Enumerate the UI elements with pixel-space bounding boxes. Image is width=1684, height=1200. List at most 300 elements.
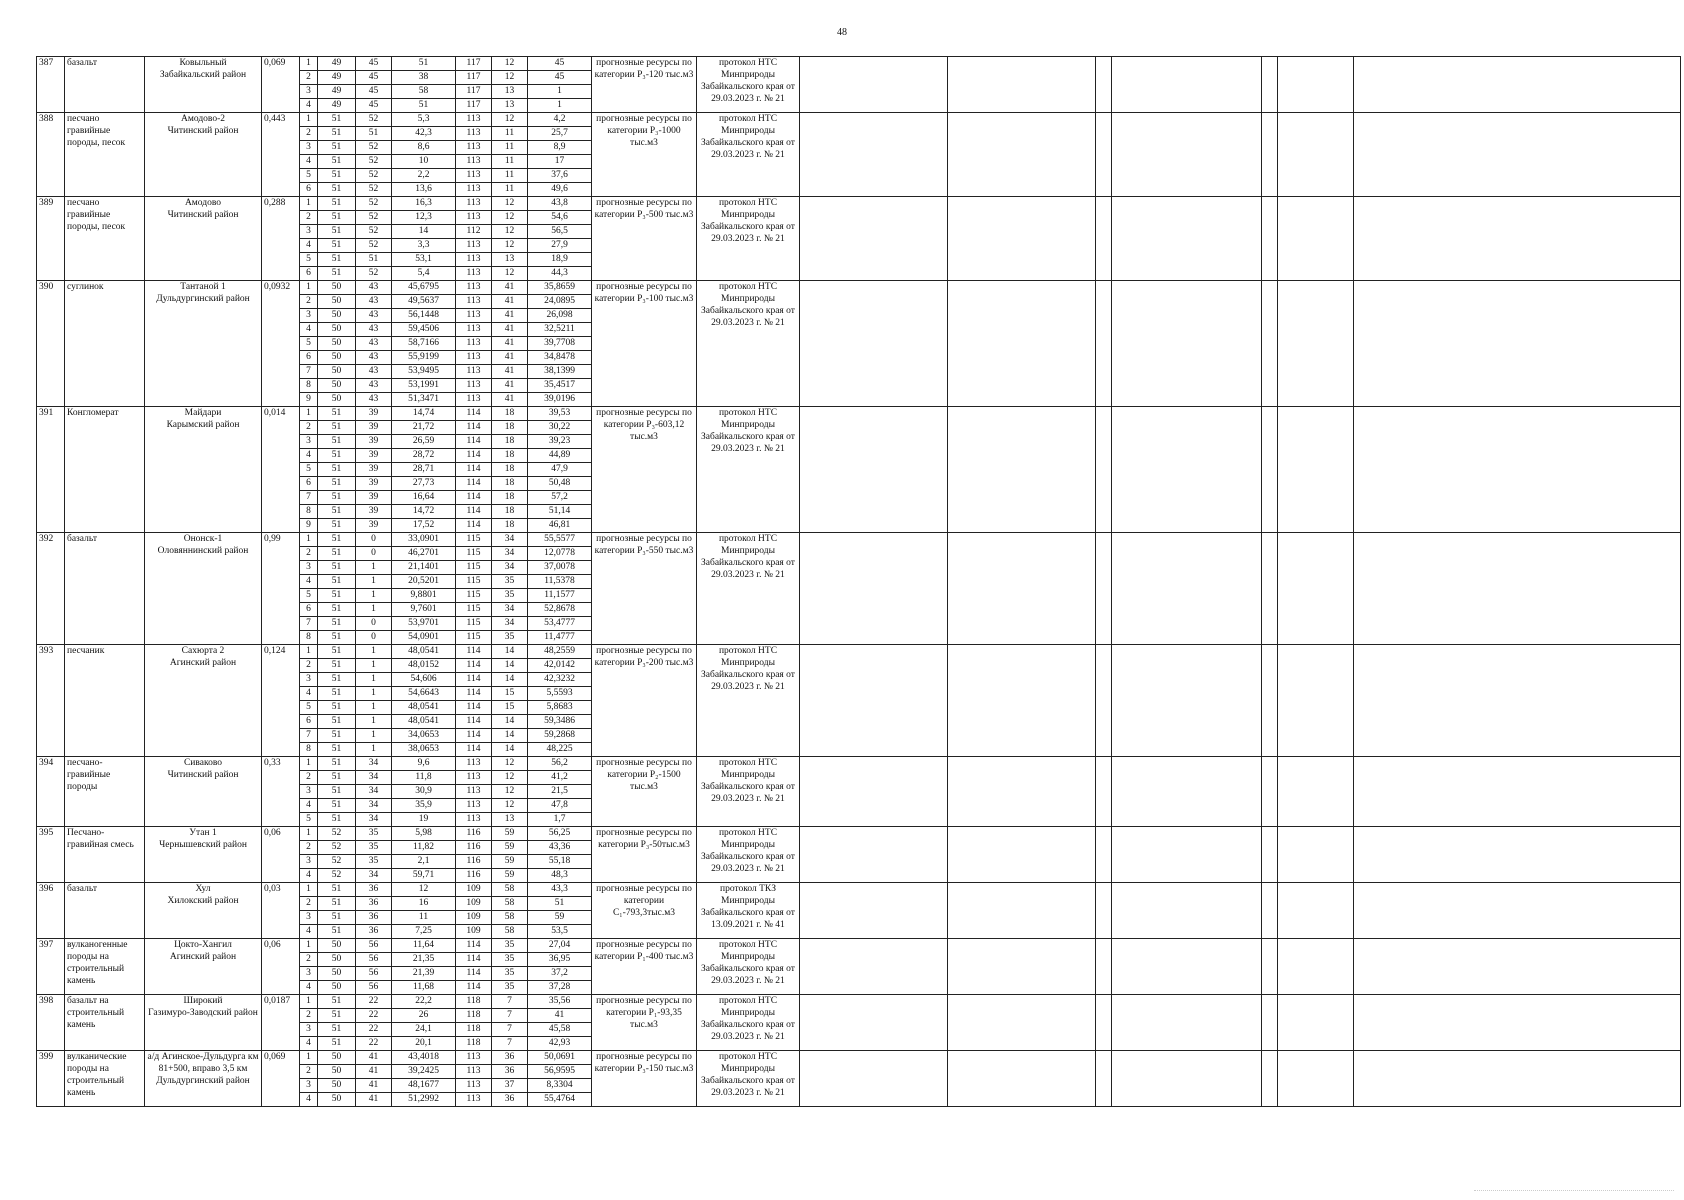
lon-min: 13 <box>492 813 528 827</box>
lat-sec: 14 <box>392 225 456 239</box>
lon-deg: 113 <box>456 813 492 827</box>
lat-sec: 58 <box>392 85 456 99</box>
lon-sec: 4,2 <box>528 113 592 127</box>
lat-min: 1 <box>356 743 392 757</box>
lon-deg: 113 <box>456 309 492 323</box>
lon-deg: 109 <box>456 883 492 897</box>
lon-sec: 37,28 <box>528 981 592 995</box>
lat-deg: 51 <box>318 463 356 477</box>
lon-sec: 37,6 <box>528 169 592 183</box>
lat-min: 56 <box>356 953 392 967</box>
area-value: 0,124 <box>262 645 300 757</box>
lon-deg: 113 <box>456 323 492 337</box>
lon-deg: 113 <box>456 1051 492 1065</box>
empty-cell <box>1096 645 1112 757</box>
record-number: 394 <box>37 757 65 827</box>
lon-sec: 42,0142 <box>528 659 592 673</box>
lon-min: 41 <box>492 337 528 351</box>
point-number: 3 <box>300 785 318 799</box>
lon-min: 35 <box>492 953 528 967</box>
record-number: 395 <box>37 827 65 883</box>
resources-cell: прогнозные ресурсы по категории P₁-400 тыс.м3 <box>592 939 697 995</box>
lon-min: 35 <box>492 967 528 981</box>
empty-cell <box>1262 939 1278 995</box>
lon-deg: 113 <box>456 239 492 253</box>
protocol-cell: протокол НТС Минприроды Забайкальского края от 29.03.2023 г. № 21 <box>697 827 800 883</box>
point-number: 7 <box>300 365 318 379</box>
lon-min: 13 <box>492 85 528 99</box>
protocol-cell: протокол НТС Минприроды Забайкальского края от 29.03.2023 г. № 21 <box>697 197 800 281</box>
record-number: 390 <box>37 281 65 407</box>
lat-sec: 54,606 <box>392 673 456 687</box>
lat-deg: 51 <box>318 785 356 799</box>
lat-sec: 16 <box>392 897 456 911</box>
district-name: Оловяннинский район <box>157 546 249 556</box>
point-number: 1 <box>300 827 318 841</box>
lat-min: 56 <box>356 939 392 953</box>
resources-cell: прогнозные ресурсы по категории P₃-150 тыс.м3 <box>592 1051 697 1107</box>
lon-deg: 114 <box>456 939 492 953</box>
lat-sec: 30,9 <box>392 785 456 799</box>
site-name: Ковыльный <box>179 58 227 68</box>
lon-min: 58 <box>492 925 528 939</box>
district-name: Дульдургинский район <box>156 1076 250 1086</box>
lon-sec: 18,9 <box>528 253 592 267</box>
site-name: Хул <box>195 884 211 894</box>
empty-cell <box>1096 995 1112 1051</box>
table-row <box>37 281 1681 295</box>
lat-sec: 53,9495 <box>392 365 456 379</box>
empty-cell <box>948 939 1096 995</box>
point-number: 1 <box>300 883 318 897</box>
area-value: 0,06 <box>262 939 300 995</box>
empty-cell <box>800 827 948 883</box>
lat-min: 41 <box>356 1093 392 1107</box>
lon-deg: 113 <box>456 197 492 211</box>
record-number: 398 <box>37 995 65 1051</box>
point-number: 2 <box>300 1009 318 1023</box>
lon-sec: 48,3 <box>528 869 592 883</box>
lat-min: 52 <box>356 239 392 253</box>
resources-cell: прогнозные ресурсы по категории P₃-200 тыс.м3 <box>592 645 697 757</box>
lon-deg: 116 <box>456 841 492 855</box>
lon-sec: 43,36 <box>528 841 592 855</box>
lat-min: 51 <box>356 127 392 141</box>
protocol-cell: протокол НТС Минприроды Забайкальского края от 29.03.2023 г. № 21 <box>697 57 800 113</box>
lon-deg: 115 <box>456 603 492 617</box>
lat-sec: 34,0653 <box>392 729 456 743</box>
lat-sec: 26 <box>392 1009 456 1023</box>
empty-cell <box>948 757 1096 827</box>
lat-min: 1 <box>356 561 392 575</box>
lat-sec: 16,64 <box>392 491 456 505</box>
table-row <box>37 645 1681 659</box>
site-cell <box>145 827 262 883</box>
lon-min: 18 <box>492 435 528 449</box>
lon-sec: 39,0196 <box>528 393 592 407</box>
lon-deg: 115 <box>456 617 492 631</box>
lon-min: 18 <box>492 519 528 533</box>
lon-sec: 8,3304 <box>528 1079 592 1093</box>
empty-cell <box>1278 113 1354 197</box>
site-cell <box>145 533 262 645</box>
lat-sec: 39,2425 <box>392 1065 456 1079</box>
lon-sec: 56,9595 <box>528 1065 592 1079</box>
lat-sec: 7,25 <box>392 925 456 939</box>
lat-sec: 21,35 <box>392 953 456 967</box>
lon-min: 14 <box>492 659 528 673</box>
point-number: 2 <box>300 771 318 785</box>
table-row <box>37 995 1681 1009</box>
point-number: 2 <box>300 953 318 967</box>
protocol-cell: протокол НТС Минприроды Забайкальского края от 29.03.2023 г. № 21 <box>697 939 800 995</box>
lat-sec: 33,0901 <box>392 533 456 547</box>
table-row <box>37 407 1681 421</box>
point-number: 4 <box>300 449 318 463</box>
lat-sec: 49,5637 <box>392 295 456 309</box>
lon-min: 15 <box>492 701 528 715</box>
site-cell <box>145 939 262 995</box>
point-number: 2 <box>300 71 318 85</box>
lat-deg: 51 <box>318 449 356 463</box>
lon-sec: 48,2559 <box>528 645 592 659</box>
site-cell <box>145 995 262 1051</box>
lat-min: 45 <box>356 99 392 113</box>
protocol-cell: протокол НТС Минприроды Забайкальского края от 29.03.2023 г. № 21 <box>697 533 800 645</box>
rock-type: базальт <box>65 533 145 645</box>
lat-min: 52 <box>356 267 392 281</box>
lon-deg: 115 <box>456 561 492 575</box>
lat-min: 34 <box>356 813 392 827</box>
table-row <box>37 113 1681 127</box>
resources-cell: прогнозные ресурсы по категории P₃-120 тыс.м3 <box>592 57 697 113</box>
lat-deg: 51 <box>318 771 356 785</box>
lon-deg: 109 <box>456 925 492 939</box>
table-row <box>37 1051 1681 1065</box>
lon-min: 35 <box>492 589 528 603</box>
lon-min: 58 <box>492 897 528 911</box>
lat-sec: 22,2 <box>392 995 456 1009</box>
lat-min: 1 <box>356 701 392 715</box>
lon-sec: 47,9 <box>528 463 592 477</box>
lon-min: 7 <box>492 1037 528 1051</box>
lat-sec: 2,1 <box>392 855 456 869</box>
point-number: 1 <box>300 645 318 659</box>
empty-cell <box>1096 533 1112 645</box>
lon-min: 12 <box>492 267 528 281</box>
point-number: 3 <box>300 85 318 99</box>
lon-deg: 114 <box>456 673 492 687</box>
empty-cell <box>1354 995 1681 1051</box>
lon-min: 34 <box>492 547 528 561</box>
site-name: Сахюрта 2 <box>181 646 225 656</box>
lat-min: 45 <box>356 71 392 85</box>
lon-sec: 53,5 <box>528 925 592 939</box>
lon-min: 12 <box>492 785 528 799</box>
resources-cell: прогнозные ресурсы по категории P₃-100 тыс.м3 <box>592 281 697 407</box>
record-number: 399 <box>37 1051 65 1107</box>
lon-min: 11 <box>492 155 528 169</box>
site-cell <box>145 281 262 407</box>
lon-deg: 113 <box>456 155 492 169</box>
point-number: 3 <box>300 309 318 323</box>
lon-min: 35 <box>492 939 528 953</box>
lon-deg: 115 <box>456 533 492 547</box>
lat-deg: 49 <box>318 71 356 85</box>
lon-sec: 59,3486 <box>528 715 592 729</box>
empty-cell <box>1354 827 1681 883</box>
empty-cell <box>1112 995 1262 1051</box>
district-name: Чернышевский район <box>159 840 247 850</box>
lon-deg: 114 <box>456 519 492 533</box>
resources-cell: прогнозные ресурсы по категории P₃-50тыс.м3 <box>592 827 697 883</box>
lat-sec: 59,71 <box>392 869 456 883</box>
lon-sec: 37,0078 <box>528 561 592 575</box>
lon-deg: 114 <box>456 687 492 701</box>
empty-cell <box>1112 827 1262 883</box>
lat-sec: 51 <box>392 57 456 71</box>
lon-deg: 113 <box>456 113 492 127</box>
lat-min: 56 <box>356 967 392 981</box>
lat-deg: 51 <box>318 1037 356 1051</box>
lat-min: 22 <box>356 995 392 1009</box>
lat-sec: 53,1991 <box>392 379 456 393</box>
point-number: 8 <box>300 505 318 519</box>
lat-deg: 51 <box>318 617 356 631</box>
lon-sec: 41,2 <box>528 771 592 785</box>
lat-deg: 51 <box>318 169 356 183</box>
point-number: 3 <box>300 1023 318 1037</box>
lat-min: 34 <box>356 785 392 799</box>
rock-type: вулканические породы на строительный камень <box>65 1051 145 1107</box>
area-value: 0,069 <box>262 1051 300 1107</box>
lat-deg: 50 <box>318 295 356 309</box>
lon-sec: 57,2 <box>528 491 592 505</box>
lon-sec: 51,14 <box>528 505 592 519</box>
lat-min: 52 <box>356 225 392 239</box>
lon-min: 59 <box>492 827 528 841</box>
table-row <box>37 757 1681 771</box>
lon-sec: 24,0895 <box>528 295 592 309</box>
lat-deg: 51 <box>318 547 356 561</box>
lat-deg: 51 <box>318 687 356 701</box>
empty-cell <box>1278 57 1354 113</box>
lat-min: 43 <box>356 309 392 323</box>
lon-min: 41 <box>492 309 528 323</box>
lat-min: 1 <box>356 603 392 617</box>
lat-sec: 11,68 <box>392 981 456 995</box>
lat-min: 1 <box>356 715 392 729</box>
resources-cell: прогнозные ресурсы по категории P₃-603,12 тыс.м3 <box>592 407 697 533</box>
lat-sec: 45,6795 <box>392 281 456 295</box>
point-number: 5 <box>300 463 318 477</box>
lat-sec: 20,5201 <box>392 575 456 589</box>
point-number: 2 <box>300 897 318 911</box>
district-name: Агинский район <box>169 658 237 668</box>
empty-cell <box>948 407 1096 533</box>
point-number: 1 <box>300 197 318 211</box>
lat-deg: 52 <box>318 855 356 869</box>
empty-cell <box>1096 757 1112 827</box>
lat-deg: 51 <box>318 505 356 519</box>
lat-deg: 51 <box>318 113 356 127</box>
point-number: 6 <box>300 603 318 617</box>
point-number: 4 <box>300 1093 318 1107</box>
lon-min: 12 <box>492 771 528 785</box>
lon-deg: 113 <box>456 799 492 813</box>
lat-deg: 52 <box>318 869 356 883</box>
empty-cell <box>1278 1051 1354 1107</box>
lat-deg: 50 <box>318 393 356 407</box>
point-number: 9 <box>300 519 318 533</box>
lon-sec: 42,93 <box>528 1037 592 1051</box>
lat-min: 52 <box>356 197 392 211</box>
empty-cell <box>1354 281 1681 407</box>
point-number: 8 <box>300 631 318 645</box>
record-number: 392 <box>37 533 65 645</box>
lat-min: 22 <box>356 1037 392 1051</box>
lon-deg: 114 <box>456 967 492 981</box>
point-number: 5 <box>300 169 318 183</box>
point-number: 3 <box>300 855 318 869</box>
empty-cell <box>800 533 948 645</box>
empty-cell <box>800 197 948 281</box>
empty-cell <box>948 883 1096 939</box>
empty-cell <box>800 1051 948 1107</box>
lat-deg: 50 <box>318 967 356 981</box>
empty-cell <box>1262 757 1278 827</box>
lon-min: 41 <box>492 295 528 309</box>
lat-sec: 11 <box>392 911 456 925</box>
point-number: 4 <box>300 155 318 169</box>
lat-min: 41 <box>356 1079 392 1093</box>
lat-sec: 28,71 <box>392 463 456 477</box>
lon-min: 12 <box>492 799 528 813</box>
district-name: Дульдургинский район <box>156 294 250 304</box>
lon-sec: 52,8678 <box>528 603 592 617</box>
lat-min: 43 <box>356 393 392 407</box>
empty-cell <box>1096 281 1112 407</box>
lat-min: 0 <box>356 631 392 645</box>
lon-min: 59 <box>492 841 528 855</box>
resources-cell: прогнозные ресурсы по категории P₃-1000 тыс.м3 <box>592 113 697 197</box>
lon-min: 34 <box>492 603 528 617</box>
lon-deg: 114 <box>456 659 492 673</box>
area-value: 0,0932 <box>262 281 300 407</box>
lon-min: 14 <box>492 729 528 743</box>
empty-cell <box>1278 939 1354 995</box>
lat-deg: 51 <box>318 197 356 211</box>
lon-min: 13 <box>492 99 528 113</box>
site-name: Амодово-2 <box>180 114 226 124</box>
lon-sec: 39,23 <box>528 435 592 449</box>
lon-sec: 27,9 <box>528 239 592 253</box>
empty-cell <box>1262 407 1278 533</box>
lat-deg: 51 <box>318 225 356 239</box>
point-number: 9 <box>300 393 318 407</box>
lon-sec: 46,81 <box>528 519 592 533</box>
lat-sec: 14,72 <box>392 505 456 519</box>
empty-cell <box>1262 281 1278 407</box>
lat-deg: 49 <box>318 85 356 99</box>
rock-type: вулканогенные породы на строительный камень <box>65 939 145 995</box>
rock-type: базальт <box>65 57 145 113</box>
site-name: а/д Агинское-Дульдурга км 81+500, вправо 3,5 км <box>147 1052 259 1074</box>
lon-deg: 113 <box>456 757 492 771</box>
empty-cell <box>1354 407 1681 533</box>
site-name: Цокто-Хангил <box>174 940 232 950</box>
lon-min: 12 <box>492 71 528 85</box>
lat-min: 35 <box>356 855 392 869</box>
lat-sec: 55,9199 <box>392 351 456 365</box>
lon-deg: 114 <box>456 477 492 491</box>
lon-deg: 113 <box>456 183 492 197</box>
lon-deg: 113 <box>456 1079 492 1093</box>
lat-deg: 51 <box>318 645 356 659</box>
lon-deg: 114 <box>456 645 492 659</box>
lon-min: 18 <box>492 477 528 491</box>
lon-min: 12 <box>492 757 528 771</box>
lon-sec: 38,1399 <box>528 365 592 379</box>
point-number: 1 <box>300 995 318 1009</box>
lat-deg: 52 <box>318 841 356 855</box>
point-number: 2 <box>300 211 318 225</box>
empty-cell <box>1262 645 1278 757</box>
point-number: 7 <box>300 617 318 631</box>
lat-deg: 51 <box>318 911 356 925</box>
lon-deg: 113 <box>456 169 492 183</box>
point-number: 6 <box>300 351 318 365</box>
district-name: Читинский район <box>167 126 239 136</box>
point-number: 5 <box>300 813 318 827</box>
lon-min: 18 <box>492 421 528 435</box>
point-number: 3 <box>300 673 318 687</box>
lat-min: 34 <box>356 799 392 813</box>
empty-cell <box>800 407 948 533</box>
lat-min: 35 <box>356 841 392 855</box>
record-number: 396 <box>37 883 65 939</box>
lon-min: 36 <box>492 1065 528 1079</box>
site-name: Широкий <box>183 996 223 1006</box>
lon-min: 36 <box>492 1051 528 1065</box>
empty-cell <box>800 281 948 407</box>
lon-min: 58 <box>492 883 528 897</box>
lon-deg: 115 <box>456 631 492 645</box>
lon-sec: 1 <box>528 85 592 99</box>
lat-deg: 50 <box>318 351 356 365</box>
lon-sec: 35,4517 <box>528 379 592 393</box>
lon-deg: 114 <box>456 701 492 715</box>
lon-sec: 1 <box>528 99 592 113</box>
lat-min: 36 <box>356 911 392 925</box>
lon-sec: 39,7708 <box>528 337 592 351</box>
lat-sec: 9,7601 <box>392 603 456 617</box>
lon-sec: 44,89 <box>528 449 592 463</box>
empty-cell <box>948 197 1096 281</box>
deposits-table <box>36 56 1681 1107</box>
lon-deg: 117 <box>456 85 492 99</box>
lat-sec: 21,1401 <box>392 561 456 575</box>
lon-min: 35 <box>492 631 528 645</box>
lon-sec: 48,225 <box>528 743 592 757</box>
lon-sec: 11,4777 <box>528 631 592 645</box>
empty-cell <box>1096 197 1112 281</box>
lat-deg: 51 <box>318 673 356 687</box>
lon-sec: 55,18 <box>528 855 592 869</box>
protocol-cell: протокол НТС Минприроды Забайкальского края от 29.03.2023 г. № 21 <box>697 407 800 533</box>
lat-deg: 50 <box>318 1051 356 1065</box>
lat-min: 36 <box>356 897 392 911</box>
